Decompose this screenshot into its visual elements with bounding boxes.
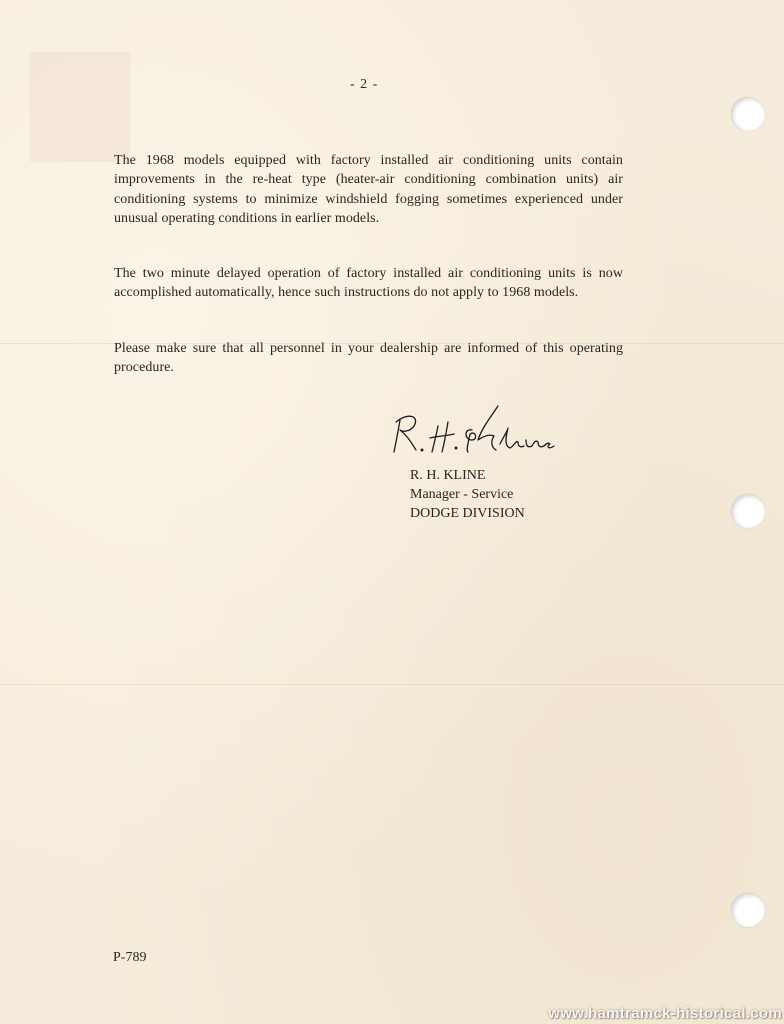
page-number: - 2 - — [350, 77, 379, 92]
punch-hole — [731, 494, 765, 528]
signer-name: R. H. KLINE — [410, 468, 486, 483]
body-paragraph-2: The two minute delayed operation of factory installed air conditioning units is now accomplished automatically, hence such instructions do not apply to 1968 models. — [114, 266, 623, 301]
signature-block — [410, 466, 525, 523]
fold-line — [0, 684, 784, 685]
punch-hole — [731, 893, 765, 927]
bleed-through-mark — [30, 52, 130, 162]
punch-hole — [731, 97, 765, 131]
body-paragraph-3: Please make sure that all personnel in your dealership are informed of this operating procedure. — [114, 341, 623, 376]
site-watermark: www.hamtramck-historical.com — [548, 1005, 782, 1022]
signer-division: DODGE DIVISION — [410, 506, 525, 521]
body-paragraph-1: The 1968 models equipped with factory installed air conditioning units contain improvements in the re-heat type (heater-air conditioning combination units) air conditioning systems to minimize windshield fogging sometimes experienced under unusual operating conditions in earlier models. — [114, 153, 623, 226]
handwritten-signature — [386, 400, 556, 462]
form-number: P-789 — [113, 950, 147, 965]
signer-title: Manager - Service — [410, 487, 514, 502]
